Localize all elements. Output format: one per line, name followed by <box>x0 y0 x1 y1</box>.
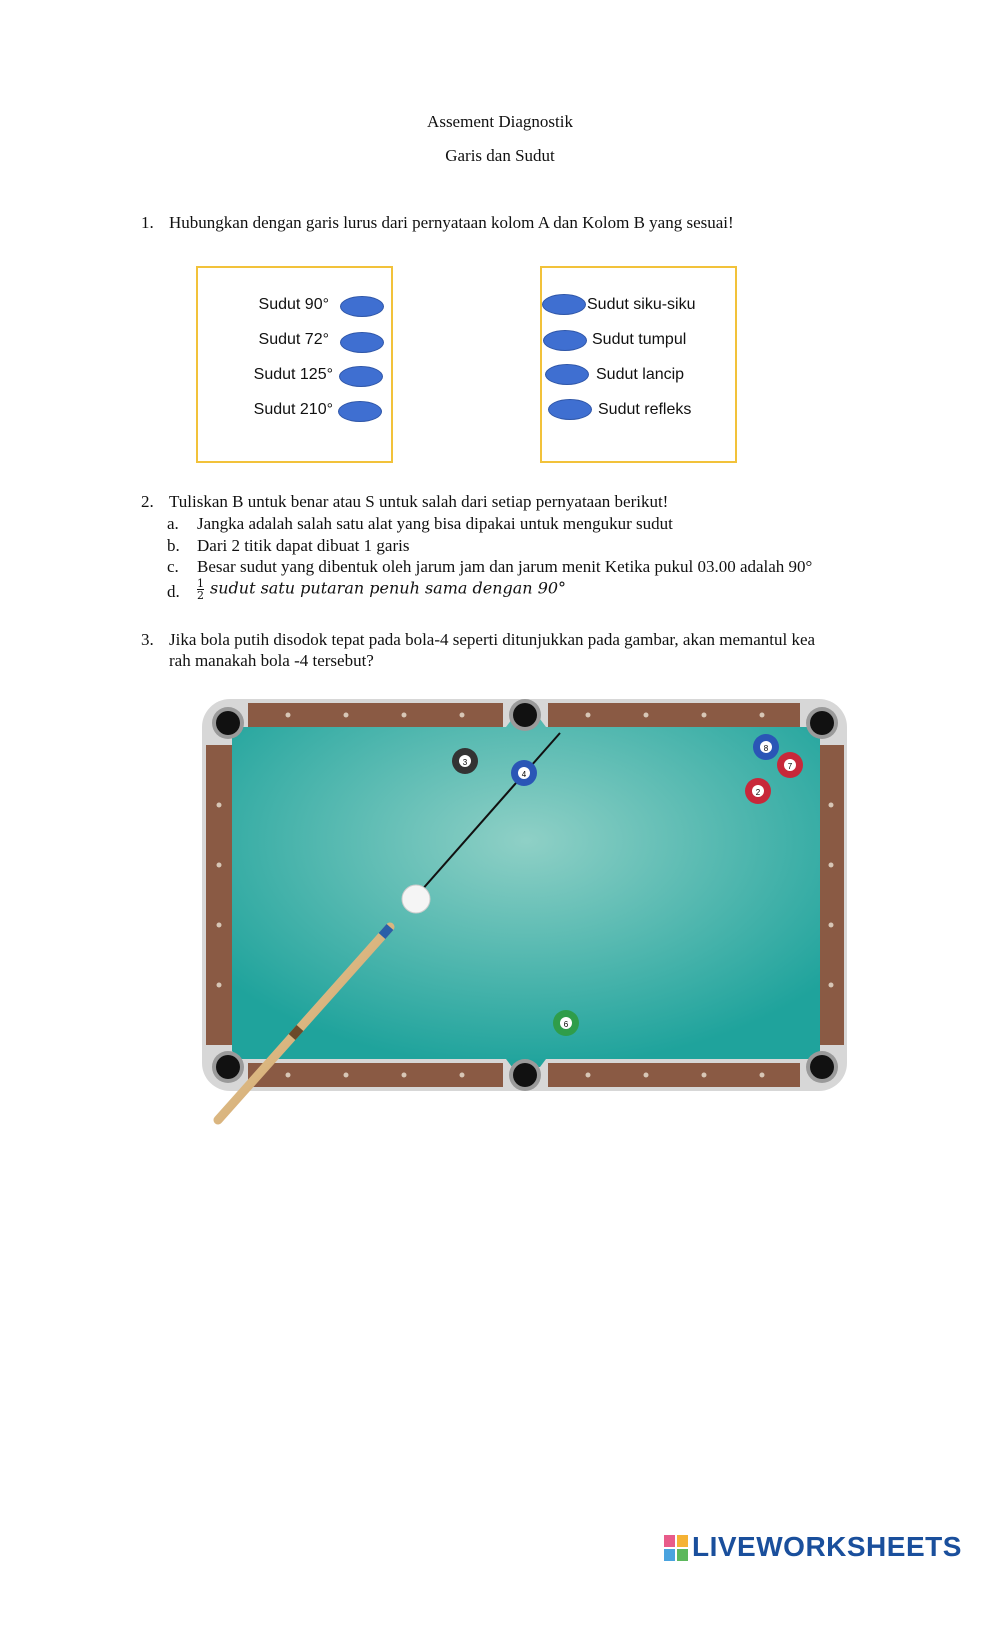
ball-4-label: 4 <box>521 770 527 779</box>
fraction-denominator: 2 <box>197 589 204 602</box>
question-2 <box>141 492 941 514</box>
column-b-dot-3[interactable] <box>545 364 589 385</box>
column-a-item-2: Sudut 72° <box>258 331 329 348</box>
ball-4 <box>511 760 537 786</box>
column-a-dot-1[interactable] <box>340 296 384 317</box>
billiard-table-illustration <box>200 695 850 1125</box>
fraction-numerator: 1 <box>197 577 204 590</box>
item-b-text: Dari 2 titik dapat dibuat 1 garis <box>197 536 410 555</box>
question-3-number: 3. <box>141 630 154 649</box>
worksheet-subtitle: Garis dan Sudut <box>445 146 555 165</box>
column-b-dot-4[interactable] <box>548 399 592 420</box>
ball-3 <box>452 748 478 774</box>
fraction-one-half <box>197 578 204 601</box>
question-2-number: 2. <box>141 492 154 511</box>
column-a-dot-3[interactable] <box>339 366 383 387</box>
question-2-item-c <box>167 557 967 579</box>
item-a-letter: a. <box>167 514 179 533</box>
column-b-item-1: Sudut siku-siku <box>587 296 696 313</box>
column-b-box <box>540 266 737 463</box>
column-b-dot-2[interactable] <box>543 330 587 351</box>
ball-6 <box>553 1010 579 1036</box>
cue-tip <box>382 927 390 936</box>
rail-left <box>206 745 232 1045</box>
column-b-item-2: Sudut tumpul <box>592 331 687 348</box>
ball-8-label: 8 <box>763 744 769 753</box>
liveworksheets-logo-text: LIVEWORKSHEETS <box>692 1531 962 1562</box>
worksheet-title: Assement Diagnostik <box>427 112 573 131</box>
ball-2-label: 2 <box>755 788 761 797</box>
item-a-text: Jangka adalah salah satu alat yang bisa dipakai untuk mengukur sudut <box>197 514 673 533</box>
column-b-dot-1[interactable] <box>542 294 586 315</box>
question-2-text: Tuliskan B untuk benar atau S untuk salah dari setiap pernyataan berikut! <box>169 492 669 511</box>
item-c-text: Besar sudut yang dibentuk oleh jarum jam dan jarum menit Ketika pukul 03.00 adalah 90° <box>197 557 813 576</box>
column-b-item-4: Sudut refleks <box>598 401 692 418</box>
liveworksheets-logo[interactable] <box>664 1531 964 1565</box>
item-d-text: sudut satu putaran penuh sama dengan 90° <box>210 578 567 598</box>
rail-right <box>818 745 844 1045</box>
question-3-line-2: rah manakah bola -4 tersebut? <box>169 651 374 670</box>
column-a-dot-4[interactable] <box>338 401 382 422</box>
ball-6-label: 6 <box>563 1020 569 1029</box>
cue-grip <box>292 1028 300 1037</box>
item-c-letter: c. <box>167 557 179 576</box>
question-1 <box>141 213 941 235</box>
question-2-item-a <box>167 514 967 536</box>
question-2-item-b <box>167 536 967 558</box>
column-a-item-4: Sudut 210° <box>253 401 333 418</box>
ball-3-label: 3 <box>462 758 468 767</box>
column-a-item-1: Sudut 90° <box>258 296 329 313</box>
question-3 <box>141 630 981 652</box>
question-3-line-1: Jika bola putih disodok tepat pada bola-4 seperti ditunjukkan pada gambar, akan memantul kea <box>169 630 816 649</box>
ball-8 <box>753 734 779 760</box>
question-1-text: Hubungkan dengan garis lurus dari pernyataan kolom A dan Kolom B yang sesuai! <box>169 213 734 232</box>
item-b-letter: b. <box>167 536 180 555</box>
ball-2 <box>745 778 771 804</box>
column-a-dot-2[interactable] <box>340 332 384 353</box>
cue-ball <box>402 885 430 913</box>
ball-7 <box>777 752 803 778</box>
column-b-item-3: Sudut lancip <box>596 366 685 383</box>
ball-7-label: 7 <box>787 762 793 771</box>
column-a-item-3: Sudut 125° <box>253 366 333 383</box>
question-2-item-d <box>167 578 967 606</box>
item-d-letter: d. <box>167 582 180 601</box>
question-1-number: 1. <box>141 213 154 232</box>
column-a-box <box>196 266 393 463</box>
liveworksheets-logo-mark <box>664 1535 688 1561</box>
